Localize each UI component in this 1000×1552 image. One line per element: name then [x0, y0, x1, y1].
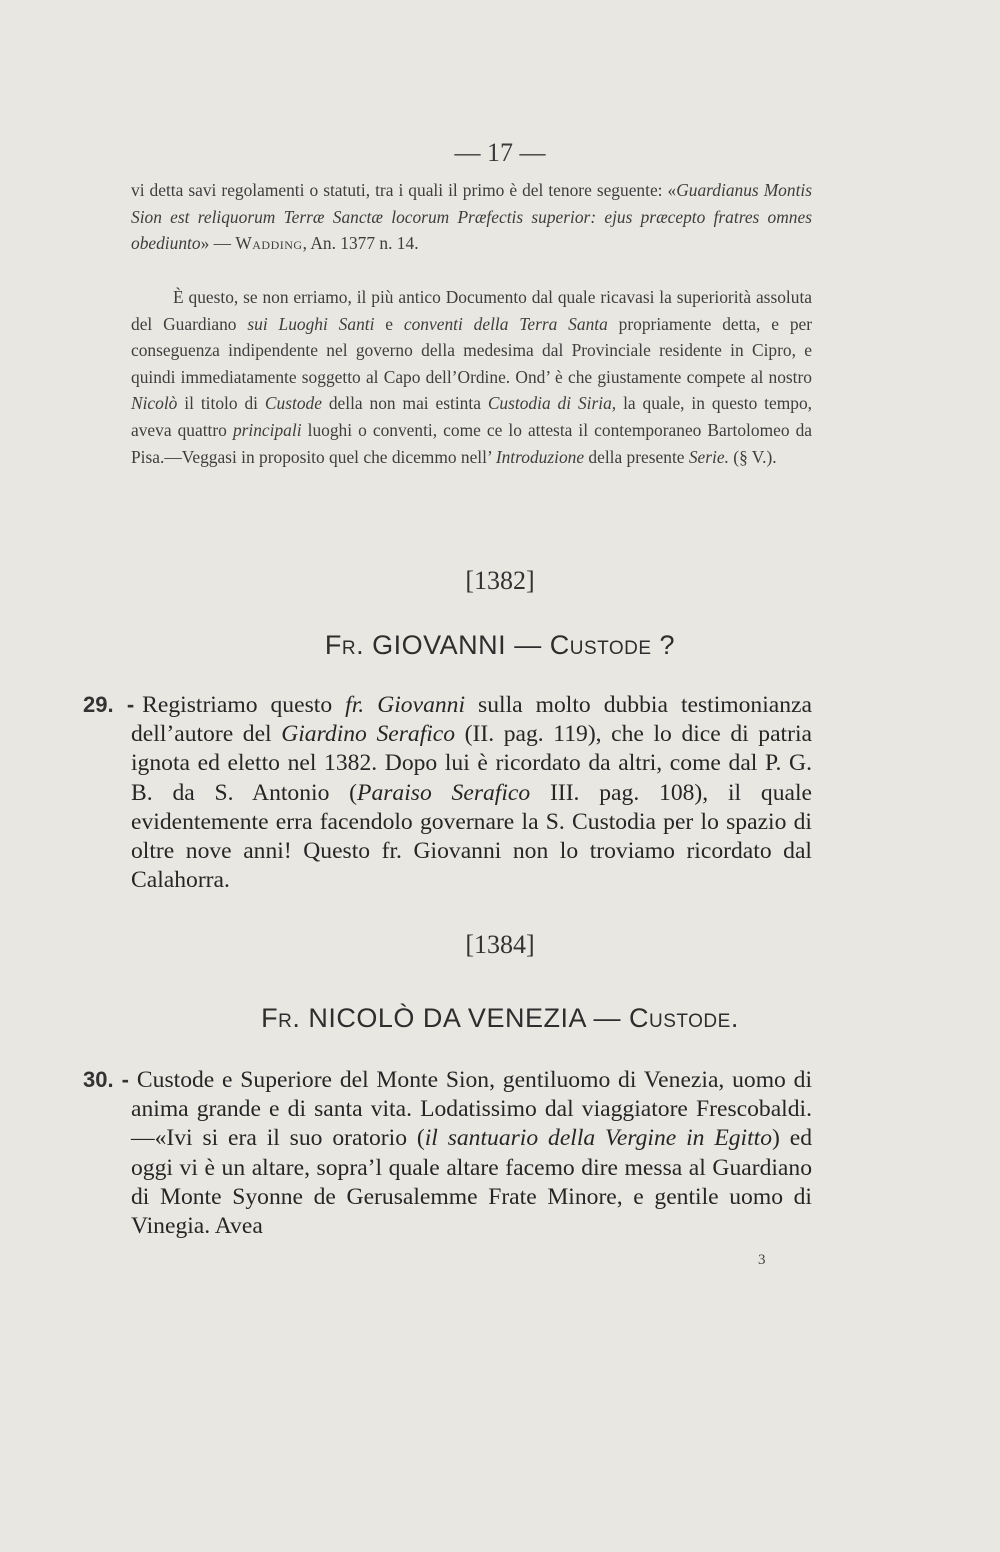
year-heading-1382: [1382]	[465, 566, 535, 595]
entry-number: 29. -	[83, 692, 135, 717]
year-heading-1384: [1384]	[465, 930, 535, 959]
entry-30: 30. - Custode e Superiore del Monte Sion, gentiluomo di Venezia, uomo di anima grande e di santa vita. Lodatissimo dal viaggiatore Frescobaldi. —«Ivi si era il suo oratorio (il santuario della Vergine in Egitto) ed oggi vi è un altare, sopra’l quale altare facemo dire messa al Guardiano di Monte Syonne de Gerusalemme Frate Minore, e gentile uomo di Vinegia. Avea	[83, 1067, 812, 1240]
paragraph-wadding: vi detta savi regolamenti o statuti, tra i quali il primo è del tenore seguente: «Guardianus Montis Sion est reliquorum Terræ Sanctæ locorum Præfectis superior: ejus præcepto fratres omnes obediunto» — Wadding, An. 1377 n. 14.	[131, 180, 813, 254]
entry-29: 29. - Registriamo questo fr. Giovanni sulla molto dubbia testimonianza dell’autore del Giardino Serafico (II. pag. 119), che lo dice di patria ignota ed eletto nel 1382. Dopo lui è ricordato da altri, come dal P. G. B. da S. Antonio (Paraiso Serafico III. pag. 108), il quale evidentemente erra facendolo governare la S. Custodia per lo spazio di oltre nove anni! Questo fr. Giovanni non lo troviamo ricordato dal Calahorra.	[83, 692, 812, 894]
signature-mark: 3	[758, 1252, 766, 1268]
paragraph-custodia: È questo, se non erriamo, il più antico Documento dal quale ricavasi la superiorità assoluta del Guardiano sui Luoghi Santi e conventi della Terra Santa propriamente detta, e per conseguenza indipendente nel governo della medesima dal Provinciale residente in Cipro, e quindi immediatamente soggetto al Capo dell’Ordine. Ond’ è che giustamente compete al nostro Nicolò il titolo di Custode della non mai estinta Custodia di Siria, la quale, in questo tempo, aveva quattro principali luoghi o conventi, come ce lo attesta il contemporaneo Bartolomeo da Pisa.—Veggasi in proposito quel che dicemmo nell’ Introduzione della presente Serie. (§ V.).	[131, 287, 813, 467]
section-heading-nicolo: Fr. NICOLÒ DA VENEZIA — Custode.	[261, 1003, 739, 1033]
page-number: — 17 —	[454, 138, 546, 167]
entry-number: 30. -	[83, 1067, 129, 1092]
section-heading-giovanni: Fr. GIOVANNI — Custode ?	[324, 630, 676, 660]
